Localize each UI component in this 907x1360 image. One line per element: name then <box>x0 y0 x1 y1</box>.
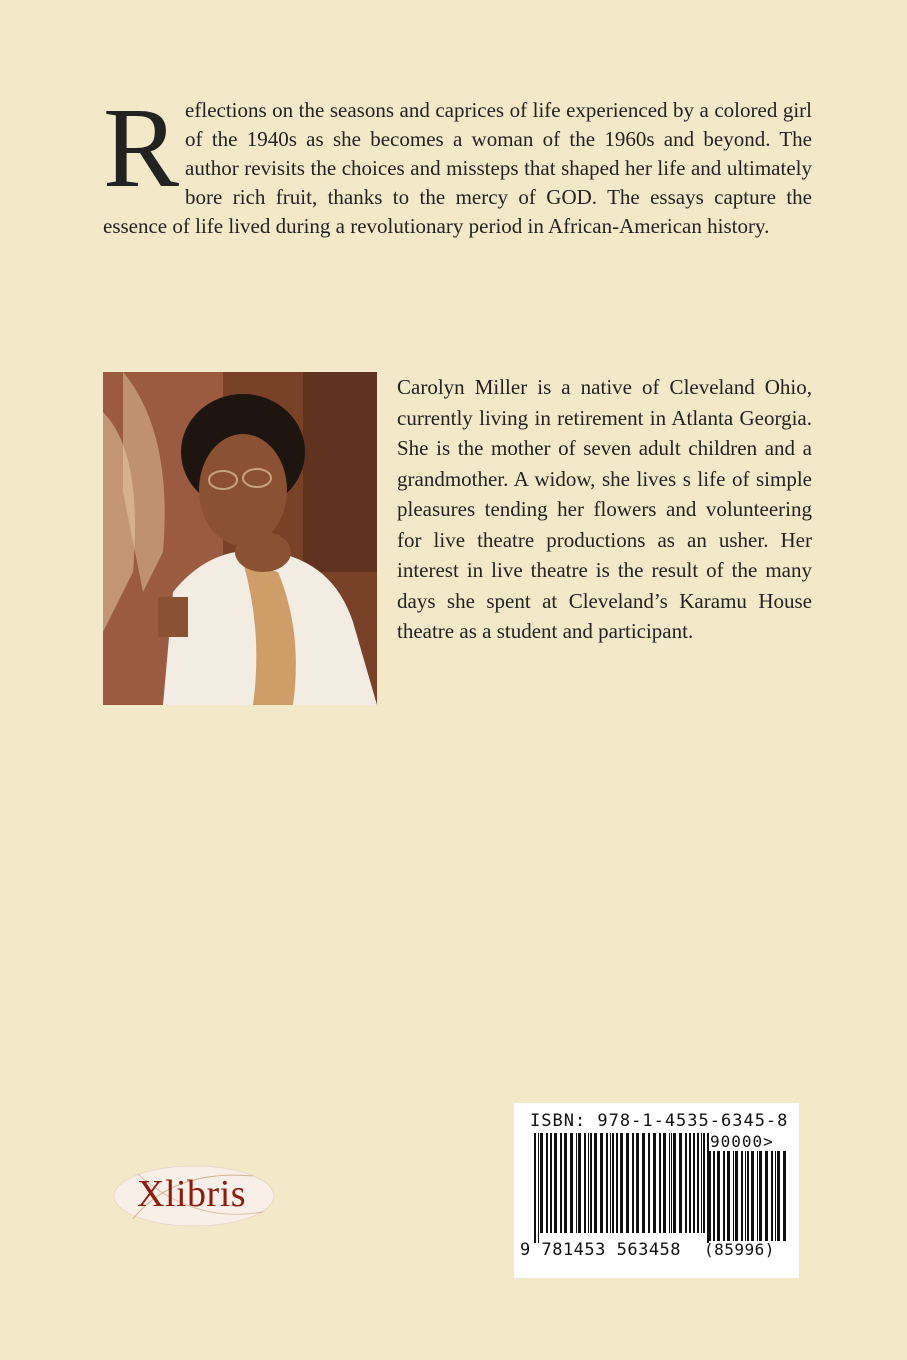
barcode-bar <box>697 1133 699 1233</box>
barcode-bar <box>584 1133 586 1233</box>
addon-barcode-bar <box>775 1151 776 1241</box>
barcode-bar <box>679 1133 682 1233</box>
barcode-bar <box>689 1133 691 1233</box>
addon-barcode-bar <box>707 1151 708 1241</box>
barcode-bar <box>612 1133 614 1233</box>
addon-barcode-bar <box>717 1151 720 1241</box>
barcode-bar <box>538 1133 539 1243</box>
barcode-bar <box>663 1133 666 1233</box>
barcode-bar <box>701 1133 702 1233</box>
author-photo <box>103 372 377 705</box>
barcode-bar <box>554 1133 557 1233</box>
drop-cap: R <box>103 84 180 211</box>
addon-barcode-bar <box>723 1151 725 1241</box>
barcode-bar <box>606 1133 608 1233</box>
ean-barcode-bars <box>534 1133 714 1243</box>
barcode-bar <box>546 1133 548 1233</box>
addon-barcode-bar <box>777 1151 780 1241</box>
addon-barcode-bar <box>745 1151 746 1241</box>
addon-digits: (85996) <box>704 1240 775 1259</box>
barcode-bar <box>632 1133 634 1233</box>
barcode-bar <box>600 1133 603 1233</box>
addon-barcode-bar <box>747 1151 749 1241</box>
addon-barcode-bar <box>783 1151 786 1241</box>
barcode-bar <box>534 1133 536 1243</box>
addon-barcode-bar <box>709 1151 711 1241</box>
barcode-bar <box>642 1133 645 1233</box>
price-code: 90000> <box>710 1132 774 1151</box>
barcode-bar <box>693 1133 695 1233</box>
publisher-logo <box>113 1164 275 1228</box>
barcode-bar <box>610 1133 611 1233</box>
barcode-bar <box>673 1133 676 1233</box>
addon-barcode-bar <box>735 1151 738 1241</box>
barcode-bar <box>636 1133 639 1233</box>
barcode-bar <box>671 1133 672 1233</box>
addon-barcode-bar <box>751 1151 754 1241</box>
barcode-bar <box>576 1133 577 1233</box>
addon-barcode-bar <box>741 1151 743 1241</box>
barcode-bar <box>685 1133 687 1233</box>
addon-barcode-bar <box>771 1151 773 1241</box>
addon-barcode-bar <box>765 1151 768 1241</box>
addon-barcode-bar <box>757 1151 758 1241</box>
addon-barcode-bar <box>727 1151 730 1241</box>
barcode-bar <box>550 1133 552 1233</box>
barcode-bar <box>659 1133 661 1233</box>
addon-barcode-bar <box>713 1151 715 1241</box>
barcode-bar <box>703 1133 705 1233</box>
barcode-bar <box>588 1133 589 1233</box>
back-cover-blurb <box>103 84 812 241</box>
barcode-bar <box>578 1133 581 1233</box>
barcode-bar <box>648 1133 650 1233</box>
isbn-barcode <box>514 1103 799 1278</box>
barcode-bar <box>570 1133 573 1233</box>
barcode-bar <box>590 1133 592 1233</box>
barcode-bar <box>653 1133 656 1233</box>
barcode-bar <box>616 1133 618 1233</box>
barcode-bar <box>620 1133 623 1233</box>
addon-barcode-bars <box>707 1151 789 1243</box>
ean-digits: 9 781453 563458 <box>520 1240 682 1260</box>
isbn-label: ISBN: 978-1-4535-6345-8 <box>530 1111 789 1131</box>
barcode-bar <box>540 1133 543 1233</box>
barcode-bar <box>594 1133 597 1233</box>
publisher-name: Xlibris <box>137 1173 247 1215</box>
addon-barcode-bar <box>733 1151 734 1241</box>
author-bio: Carolyn Miller is a native of Cleveland Ohio, currently living in retirement in Atlanta Georgia. She is the mother of seven adult children and a grandmother. A widow, she lives s life of simple pleasures tending her flowers and volunteering for live theatre productions as an usher. Her interest in live theatre is the result of the many days she spent at Cleveland’s Karamu House theatre as a student and participant. <box>397 375 812 643</box>
barcode-bar <box>669 1133 670 1233</box>
addon-barcode-bar <box>759 1151 762 1241</box>
barcode-bar <box>626 1133 629 1233</box>
barcode-bar <box>564 1133 567 1233</box>
barcode-bar <box>560 1133 562 1233</box>
blurb-text: eflections on the seasons and caprices of life experienced by a colored girl of the 1940s as she becomes a woman of the 1960s and beyond. The author revisits the choices and missteps that shaped her life and ultimately bore rich fruit, thanks to the mercy of GOD. The essays capture the essence of life lived during a revolutionary period in African-American history. <box>103 98 812 238</box>
